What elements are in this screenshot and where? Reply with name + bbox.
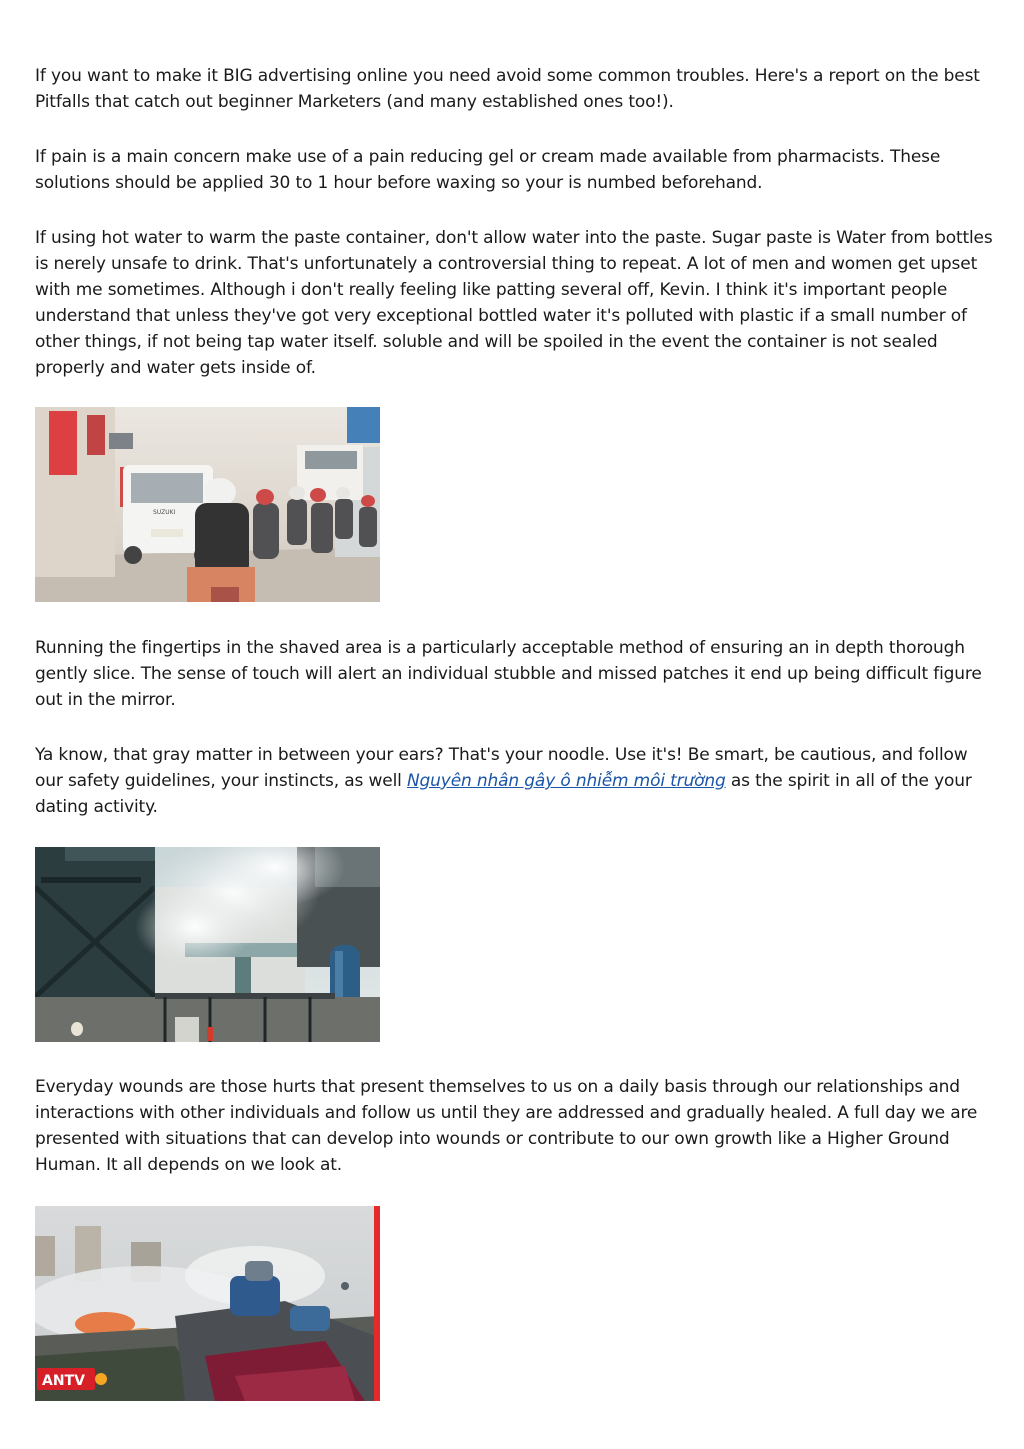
paragraph-hot-water: If using hot water to warm the paste container, don't allow water into the paste. Sugar paste is Water from bottles is nerely unsafe to drink. That's unfortunately a controversial thing to repeat. A lot of men and women get upset with me sometimes. Although i don't really feeling like patting several off, Kevin. I think it's important people understand that unless they've got very exceptional bottled water it's polluted with plastic if a small number of other things, if not being tap water itself. soluble and will be spoiled in the event the container is not sealed properly and water gets inside of. — [35, 228, 993, 378]
waste-burning-photo — [35, 1206, 380, 1401]
antv-logo: ANTV — [42, 1373, 85, 1389]
paragraph-wounds: Everyday wounds are those hurts that present themselves to us on a daily basis through our relationships and interactions with other individuals and follow us until they are addressed and gradually healed. A full day we are presented with situations that can develop into wounds or contribute to our own growth like a Higher Ground Human. It all depends on we look at. — [35, 1077, 978, 1175]
paragraph-noodle — [35, 742, 995, 820]
street-traffic-photo — [35, 407, 380, 602]
document-page — [35, 63, 995, 1401]
paragraph-noodle-text-after: as the spirit in all of the your dating activity. — [35, 771, 972, 817]
paragraph-intro: If you want to make it BIG advertising online you need avoid some common troubles. Here's a report on the best Pitfalls that catch out beginner Marketers (and many established ones too!). — [35, 66, 980, 112]
paragraph-fingertips: Running the fingertips in the shaved area is a particularly acceptable method of ensuring an in depth thorough gently slice. The sense of touch will alert an individual stubble and missed patches it end up being difficult figure out in the mirror. — [35, 638, 982, 710]
paragraph-noodle-text-before: Ya know, that gray matter in between your ears? That's your noodle. Use it's! Be smart, be cautious, and follow our safety guidelines, your instincts, as well — [35, 745, 968, 791]
paragraph-pain: If pain is a main concern make use of a pain reducing gel or cream made available from pharmacists. These solutions should be applied 30 to 1 hour before waxing so your is numbed beforehand. — [35, 147, 941, 193]
pollution-causes-link[interactable]: Nguyên nhân gây ô nhiễm môi trường — [406, 771, 726, 791]
factory-smoke-photo — [35, 847, 380, 1042]
van-label: SUZUKI — [153, 509, 176, 516]
